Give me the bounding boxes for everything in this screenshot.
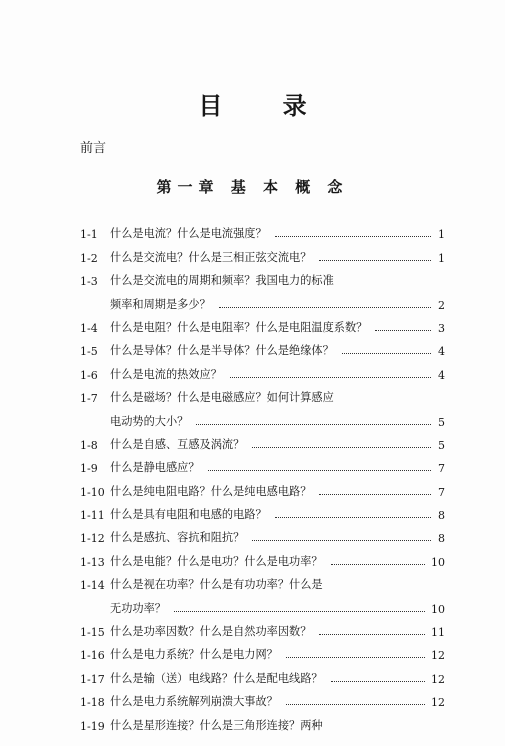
toc-entry-title: 什么是电能？什么是电功？什么是电功率？: [110, 554, 323, 568]
toc-entry-number: 1-15: [80, 626, 105, 640]
toc-entry[interactable]: [80, 405, 445, 428]
toc-entry-number: 1-6: [80, 368, 98, 382]
preface-entry[interactable]: 前言: [80, 141, 107, 156]
toc-entry[interactable]: [80, 499, 445, 522]
toc-entry[interactable]: [80, 616, 445, 639]
toc-entry-page: 10: [431, 555, 445, 569]
toc-entry-title: 什么是星形连接？什么是三角形连接？两种: [110, 718, 323, 732]
toc-entry-title: 什么是电流？什么是电流强度？: [110, 227, 267, 241]
toc-entry[interactable]: [80, 522, 445, 545]
toc-entry-number: 1-10: [80, 485, 105, 499]
toc-entry-page: 12: [431, 672, 445, 686]
toc-entry-number: 1-17: [80, 672, 105, 686]
toc-entry-title: 什么是电力系统解列崩溃大事故？: [110, 695, 278, 709]
toc-entry-number: 1-4: [80, 321, 98, 335]
toc-entry-number: 1-9: [80, 462, 98, 476]
toc-entry-title: 什么是视在功率？什么是有功功率？什么是: [110, 578, 323, 592]
toc-entry[interactable]: [80, 709, 445, 732]
toc-entry-title: 频率和周期是多少？: [110, 297, 211, 311]
toc-entry[interactable]: [80, 265, 445, 288]
toc-entry-page: 1: [438, 251, 445, 265]
toc-entry-number: 1-18: [80, 696, 105, 710]
dot-leader: [319, 634, 425, 635]
toc-entry-page: 1: [438, 228, 445, 242]
dot-leader: [286, 657, 425, 658]
toc-entry-title: 什么是感抗、容抗和阻抗？: [110, 531, 245, 545]
toc-entry-page: 7: [438, 462, 445, 476]
toc-entry[interactable]: [80, 241, 445, 264]
toc-entry-number: 1-7: [80, 392, 98, 406]
toc-entry-page: 5: [438, 438, 445, 452]
toc-entry-page: 12: [431, 649, 445, 663]
toc-entry[interactable]: [80, 545, 445, 568]
toc-entry-number: 1-14: [80, 579, 105, 593]
toc-entry[interactable]: [80, 475, 445, 498]
toc-entry-page: 8: [438, 532, 445, 546]
toc-entry[interactable]: [80, 429, 445, 452]
toc-entry-title: 什么是电力系统？什么是电力网？: [110, 648, 278, 662]
dot-leader: [342, 353, 431, 354]
toc-entry-title: 什么是交流电？什么是三相正弦交流电？: [110, 250, 312, 264]
page-title: 目 录: [198, 91, 333, 120]
toc-entry[interactable]: [80, 639, 445, 662]
toc-entry[interactable]: [80, 569, 445, 592]
dot-leader: [375, 330, 431, 331]
toc-entry-page: 8: [438, 509, 445, 523]
dot-leader: [331, 681, 425, 682]
toc-entry-number: 1-2: [80, 251, 98, 265]
toc-entry-title: 什么是输（送）电线路？什么是配电线路？: [110, 671, 323, 685]
toc-entry[interactable]: [80, 592, 445, 615]
toc-entry[interactable]: [80, 218, 445, 241]
toc-entry-number: 1-8: [80, 438, 98, 452]
toc-entry-title: 电动势的大小？: [110, 414, 189, 428]
dot-leader: [174, 611, 425, 612]
toc-entry[interactable]: [80, 312, 445, 335]
toc-entry[interactable]: [80, 662, 445, 685]
toc-entry-page: 11: [431, 626, 445, 640]
dot-leader: [252, 540, 431, 541]
toc-entry-title: 什么是交流电的周期和频率？我国电力的标准: [110, 274, 334, 288]
toc-entry-page: 10: [431, 602, 445, 616]
toc-entry[interactable]: [80, 335, 445, 358]
toc-entry-number: 1-3: [80, 275, 98, 289]
toc-entry-page: 2: [438, 298, 445, 312]
toc-entry-number: 1-1: [80, 228, 98, 242]
toc-entry-title: 什么是功率因数？什么是自然功率因数？: [110, 625, 312, 639]
toc-entry-number: 1-5: [80, 345, 98, 359]
chapter-heading: 第一章 基 本 概 念: [156, 178, 349, 196]
toc-entry-page: 4: [438, 345, 445, 359]
toc-entry[interactable]: [80, 686, 445, 709]
toc-entry-title: 什么是磁场？什么是电磁感应？如何计算感应: [110, 391, 334, 405]
toc-entry[interactable]: [80, 382, 445, 405]
toc-entry-title: 什么是电流的热效应？: [110, 367, 222, 381]
toc-entry-page: 7: [438, 485, 445, 499]
toc-entry-page: 5: [438, 415, 445, 429]
toc-entry-number: 1-16: [80, 649, 105, 663]
dot-leader: [252, 447, 431, 448]
toc-entry-title: 什么是静电感应？: [110, 461, 200, 475]
dot-leader: [196, 424, 431, 425]
dot-leader: [319, 260, 431, 261]
toc-entry-number: 1-11: [80, 509, 105, 523]
toc-entry-title: 什么是纯电阻电路？什么是纯电感电路？: [110, 484, 312, 498]
toc-entry-title: 什么是电阻？什么是电阻率？什么是电阻温度系数？: [110, 320, 368, 334]
dot-leader: [286, 704, 425, 705]
dot-leader: [275, 517, 431, 518]
dot-leader: [331, 564, 425, 565]
dot-leader: [208, 470, 431, 471]
toc-entry-page: 12: [431, 696, 445, 710]
toc-entry[interactable]: [80, 288, 445, 311]
dot-leader: [275, 236, 431, 237]
toc-entry-title: 什么是导体？什么是半导体？什么是绝缘体？: [110, 344, 334, 358]
toc-entry-page: 3: [438, 321, 445, 335]
toc-entry-title: 什么是自感、互感及涡流？: [110, 437, 245, 451]
dot-leader: [230, 377, 431, 378]
toc-entry-page: 4: [438, 368, 445, 382]
toc-entry-title: 无功功率？: [110, 601, 166, 615]
toc-entry-number: 1-19: [80, 719, 105, 733]
toc-entry-title: 什么是具有电阻和电感的电路？: [110, 508, 267, 522]
toc-entry[interactable]: [80, 452, 445, 475]
table-of-contents: [80, 218, 445, 733]
dot-leader: [319, 494, 431, 495]
dot-leader: [219, 307, 431, 308]
toc-entry[interactable]: [80, 358, 445, 381]
toc-entry-number: 1-13: [80, 555, 105, 569]
toc-entry-number: 1-12: [80, 532, 105, 546]
